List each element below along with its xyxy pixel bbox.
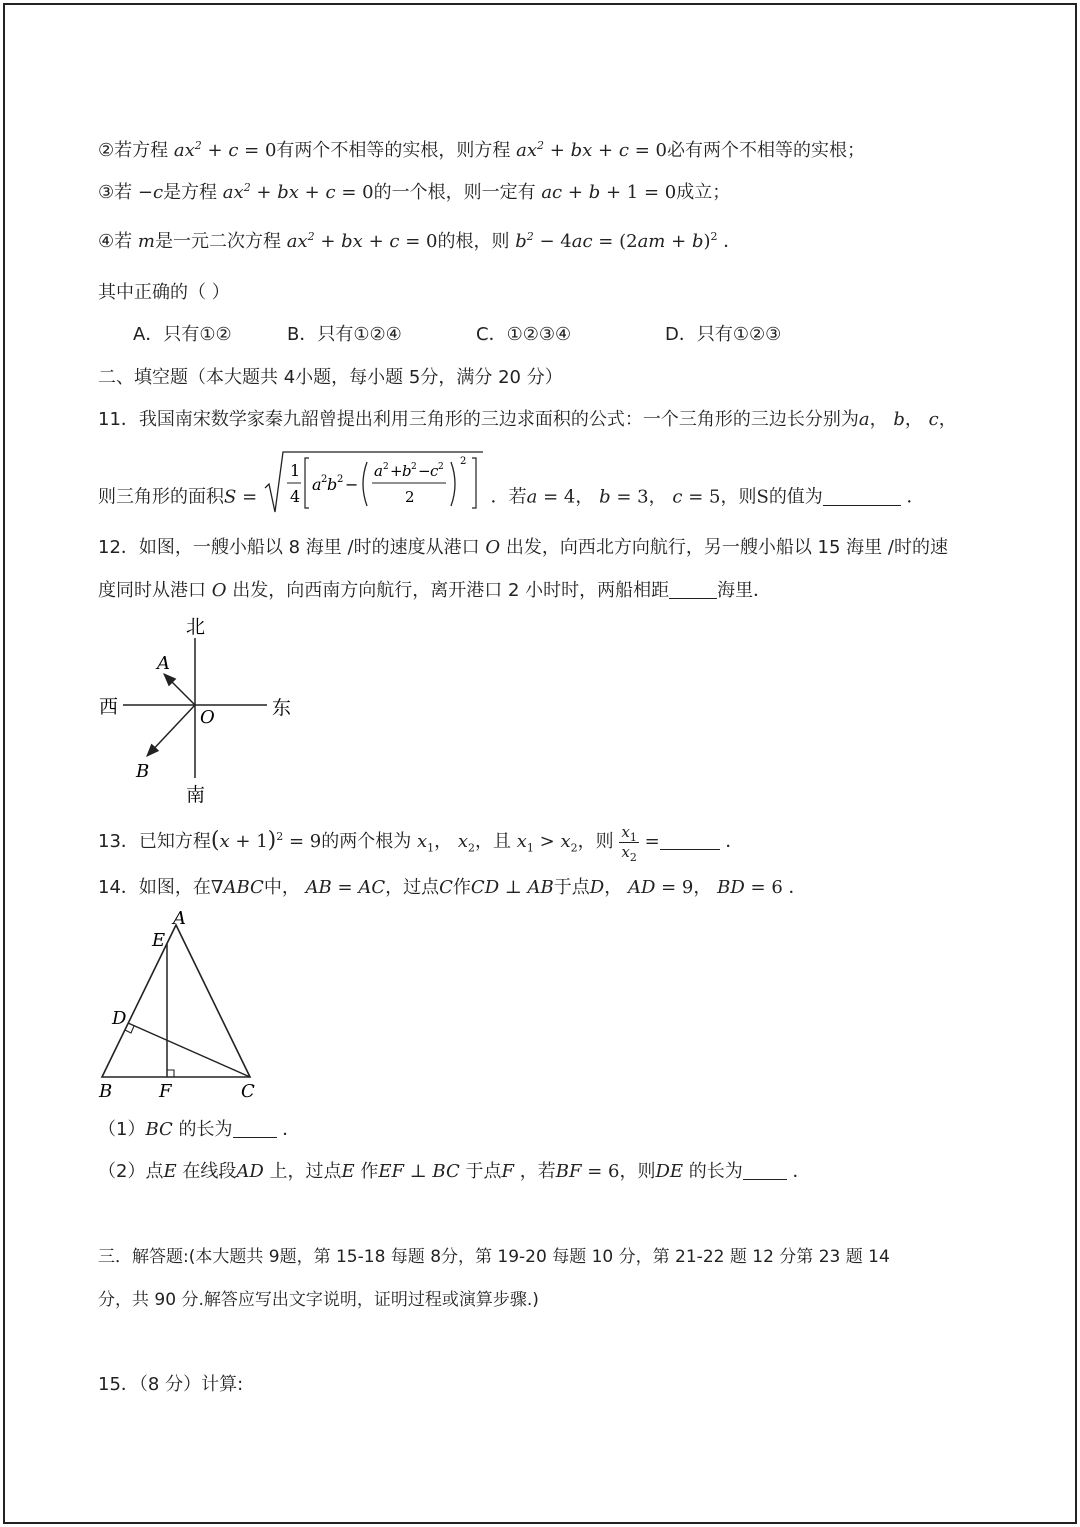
svg-text:a: a [373, 462, 383, 480]
q14-line: 14．如图，在∇ABC中， AB = AC，过点C作CD ⊥ AB于点D， AD = 9， BD = 6 ． [98, 877, 807, 898]
svg-text:a: a [311, 475, 322, 494]
label-a: A [173, 908, 186, 929]
q11-line-1: 11．我国南宋数学家秦九韶曾提出利用三角形的三边求面积的公式：一个三角形的三边长分别为a， b， c， [98, 409, 957, 430]
label-south: 南 [186, 784, 206, 806]
q10-prompt: 其中正确的（ ） [98, 282, 230, 303]
label-north: 北 [186, 616, 206, 638]
right-angle-f [167, 1070, 174, 1077]
section-2-heading: 二、填空题（本大题共 4小题，每小题 5分，满分 20 分） [98, 367, 563, 388]
svg-text:2: 2 [336, 474, 344, 485]
svg-text:2: 2 [320, 474, 328, 485]
label-east: 东 [272, 697, 292, 719]
segment-cd [128, 1023, 250, 1077]
svg-text:2: 2 [410, 462, 417, 472]
svg-text:c: c [429, 462, 439, 480]
svg-text:−: − [344, 475, 359, 494]
q12-line-2: 度同时从港口 O 出发，向西南方向航行，离开港口 2 小时时，两船相距 海里． [98, 580, 772, 601]
label-f: F [159, 1081, 172, 1102]
svg-text:2: 2 [459, 456, 467, 467]
svg-text:1: 1 [289, 461, 301, 480]
arrow-oa [164, 674, 195, 705]
section-3-heading-line-2: 分，共 90 分.解答应写出文字说明，证明过程或演算步骤.) [98, 1290, 539, 1310]
q11-line-2: 则三角形的面积S = 1 4 a 2 b 2 − a 2 + b 2 − c 2 2 2 ．若a = 4， b = 3， c = 5，则S的值为 ． [98, 450, 925, 518]
q10-option-c: C．①②③④ [476, 324, 572, 345]
q12-line-1: 12．如图，一艘小船以 8 海里 /时的速度从港口 O 出发，向西北方向航行，另一艘小船以 15 海里 /时的速 [98, 537, 948, 558]
q11-answer-blank [823, 487, 901, 506]
q14-part-2-blank [743, 1161, 787, 1180]
label-b: B [136, 761, 150, 782]
label-a: A [157, 653, 170, 674]
label-west: 西 [99, 696, 119, 718]
q10-statement-4: ④若 m是一元二次方程 $ax^2$ + bx + c = 0的根，则 $b^2 - 4ac = (2am + b)^2$ ． [98, 230, 742, 252]
q14-part-2: （2）点E 在线段AD 上，过点E 作EF ⊥ BC 于点F ，若BF = 6，则DE 的长为 ． [98, 1161, 811, 1182]
svg-text:−: − [417, 462, 431, 480]
q14-part-1: （1）BC 的长为 ． [98, 1119, 301, 1140]
q13-line: 13．已知方程$(x + 1)^2 = 9$的两个根为 $x_1$， $x_2$，且 $x_1 > x_2$，则 $\frac{x_1}{x_2}$ = ． [98, 822, 744, 864]
svg-text:2: 2 [382, 462, 389, 472]
compass-figure [90, 610, 310, 810]
svg-text:b: b [401, 462, 412, 480]
svg-text:b: b [326, 475, 338, 494]
triangle-abc [102, 925, 250, 1077]
svg-text:4: 4 [289, 487, 301, 506]
svg-text:2: 2 [437, 462, 444, 472]
q12-answer-blank [669, 580, 717, 599]
q10-option-d: D．只有①②③ [665, 324, 782, 345]
q15-prompt: 15．（8 分）计算: [98, 1374, 244, 1395]
svg-text:+: + [389, 462, 403, 480]
q10-statement-2: ②若方程 $ax^2 + c = 0$有两个不相等的实根，则方程 $ax^2$ + bx + c = 0必有两个不相等的实根； [98, 139, 865, 161]
label-d: D [112, 1008, 127, 1029]
q13-answer-blank [660, 831, 720, 850]
q10-option-b: B．只有①②④ [287, 324, 402, 345]
svg-text:2: 2 [404, 488, 415, 506]
section-3-heading-line-1: 三．解答题:(本大题共 9题，第 15-18 每题 8分，第 19-20 每题 10 分，第 21-22 题 12 分第 23 题 14 [98, 1247, 890, 1267]
label-c: C [241, 1081, 255, 1102]
arrow-ob [147, 705, 195, 756]
label-e: E [152, 930, 166, 951]
q10-option-a: A．只有①② [133, 324, 232, 345]
q14-part-1-blank [233, 1119, 277, 1138]
label-b: B [99, 1081, 113, 1102]
label-o: O [200, 707, 215, 728]
heron-formula [263, 450, 485, 545]
triangle-figure [90, 905, 280, 1105]
q10-statement-3: ③若 −c是方程 $ax^2$ + bx + c = 0的一个根，则一定有 ac + b + 1 = 0成立； [98, 181, 731, 203]
